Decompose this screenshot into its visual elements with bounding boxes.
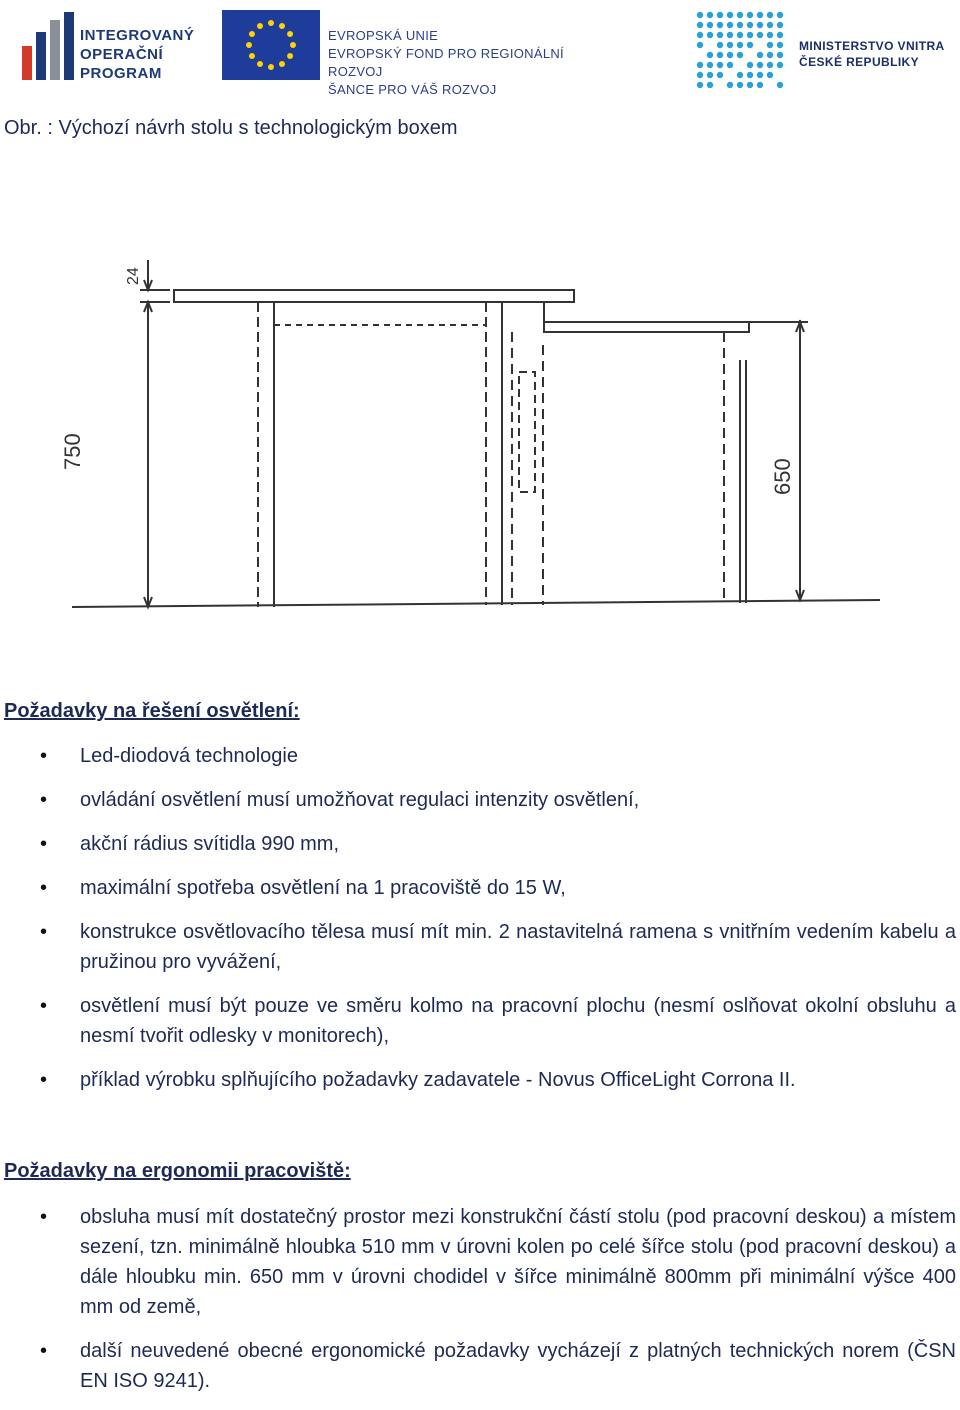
mv-dot-icon [707,82,713,88]
mv-dot-icon [747,22,753,28]
mv-dot-icon [727,32,733,38]
mv-dot-icon [697,32,703,38]
side-desktop [544,322,749,332]
mv-dot-icon [767,32,773,38]
ergonomics-heading: Požadavky na ergonomii pracoviště: [4,1160,351,1182]
eu-star-icon [246,42,252,48]
eu-star-icon [290,42,296,48]
figure-caption: Obr. : Výchozí návrh stolu s technologickým boxem [4,117,458,139]
mv-dot-icon [737,12,743,18]
mv-dot-icon [717,62,723,68]
mv-dot-icon [727,42,733,48]
list-item: • maximální spotřeba osvětlení na 1 pracoviště do 15 W, [0,873,956,903]
mv-dot-icon [707,52,713,58]
mv-dot-icon [777,62,783,68]
dim-label-24: 24 [125,267,142,285]
mv-dot-icon [777,12,783,18]
list-item: • konstrukce osvětlovacího tělesa musí mít min. 2 nastavitelná ramena s vnitřním vedením kabelu a pružinou pro vyvážení, [0,917,956,977]
mv-dot-icon [697,62,703,68]
mv-dot-icon [737,52,743,58]
ergonomics-list [0,1202,956,1410]
mv-dot-icon [737,32,743,38]
mv-dot-icon [777,32,783,38]
mv-dot-icon [717,22,723,28]
list-item: • další neuvedené obecné ergonomické požadavky vycházejí z platných technických norem (ČSN EN ISO 9241). [0,1336,956,1396]
mv-dot-icon [717,12,723,18]
eu-star-icon [279,61,285,67]
mv-logo-text: MINISTERSTVO VNITRA ČESKÉ REPUBLIKY [799,39,945,69]
list-item: • ovládání osvětlení musí umožňovat regulaci intenzity osvětlení, [0,785,956,815]
eu-star-icon [249,31,255,37]
mv-dot-icon [757,12,763,18]
mv-dot-icon [757,32,763,38]
mv-dot-icon [747,62,753,68]
mv-dot-icon [697,42,703,48]
mv-dot-icon [737,42,743,48]
mv-dot-icon [717,32,723,38]
mv-dot-icon [707,12,713,18]
mv-dot-icon [767,52,773,58]
mv-dot-icon [767,22,773,28]
mv-dot-icon [727,82,733,88]
mv-dot-icon [757,22,763,28]
mv-dot-icon [727,22,733,28]
iop-bars-icon [22,12,74,80]
mv-dot-icon [747,42,753,48]
mv-dot-icon [777,52,783,58]
mv-dot-icon [717,72,723,78]
mv-dot-icon [767,42,773,48]
table-drawing [60,160,900,680]
mv-dots-icon [695,10,787,88]
eu-star-icon [268,64,274,70]
mv-dot-icon [727,52,733,58]
mv-dot-icon [737,72,743,78]
eu-star-icon [249,53,255,59]
mv-dot-icon [767,72,773,78]
mv-dot-icon [757,82,763,88]
mv-dot-icon [767,12,773,18]
mv-dot-icon [707,62,713,68]
mv-dot-icon [747,82,753,88]
mv-dot-icon [717,52,723,58]
mv-dot-icon [707,32,713,38]
eu-star-icon [279,23,285,29]
mv-dot-icon [697,22,703,28]
lighting-list [0,741,956,1109]
mv-dot-icon [757,62,763,68]
main-desktop [174,290,574,302]
eu-flag-icon [222,10,320,80]
mv-dot-icon [777,42,783,48]
list-item: • Led-diodová technologie [0,741,956,771]
floor-line [72,600,880,607]
mv-dot-icon [697,72,703,78]
eu-star-icon [268,20,274,26]
lighting-heading: Požadavky na řešení osvětlení: [4,700,300,722]
mv-dot-icon [777,22,783,28]
mv-dot-icon [747,12,753,18]
list-item: • příklad výrobku splňujícího požadavky zadavatele - Novus OfficeLight Corrona II. [0,1065,956,1095]
mv-dot-icon [747,32,753,38]
mv-dot-icon [727,12,733,18]
mv-dot-icon [767,62,773,68]
mv-dot-icon [747,72,753,78]
mv-dot-icon [697,82,703,88]
iop-logo-text: INTEGROVANÝ OPERAČNÍ PROGRAM [80,27,195,82]
mv-dot-icon [707,22,713,28]
eu-star-icon [287,31,293,37]
eu-star-icon [287,53,293,59]
mv-dot-icon [737,22,743,28]
iop-logo [22,8,197,84]
mv-logo [695,10,950,90]
mv-dot-icon [707,72,713,78]
mv-dot-icon [717,42,723,48]
mv-dot-icon [777,82,783,88]
mv-dot-icon [727,62,733,68]
list-item: • akční rádius svítidla 990 mm, [0,829,956,859]
eu-logo [222,10,617,97]
eu-star-icon [257,23,263,29]
list-item: • obsluha musí mít dostatečný prostor mezi konstrukční částí stolu (pod pracovní deskou) a místem sezení, tzn. minimálně hloubka 510 mm v úrovni kolen po celé šířce stolu (pod pracovní deskou) a dále hloubku min. 650 mm v úrovni chodidel v šířce minimálně 800mm při minimální výšce 400 mm od země, [0,1202,956,1322]
mv-dot-icon [757,72,763,78]
dim-label-750: 750 [60,433,85,470]
mv-dot-icon [697,12,703,18]
dim-label-650: 650 [770,458,795,495]
list-item: • osvětlení musí být pouze ve směru kolmo na pracovní plochu (nesmí oslňovat okolní obsluhu a nesmí tvořit odlesky v monitorech), [0,991,956,1051]
mv-dot-icon [757,52,763,58]
eu-star-icon [257,61,263,67]
eu-logo-text: EVROPSKÁ UNIE EVROPSKÝ FOND PRO REGIONÁLNÍ ROZVOJ ŠANCE PRO VÁŠ ROZVOJ [328,28,564,97]
mv-dot-icon [737,82,743,88]
